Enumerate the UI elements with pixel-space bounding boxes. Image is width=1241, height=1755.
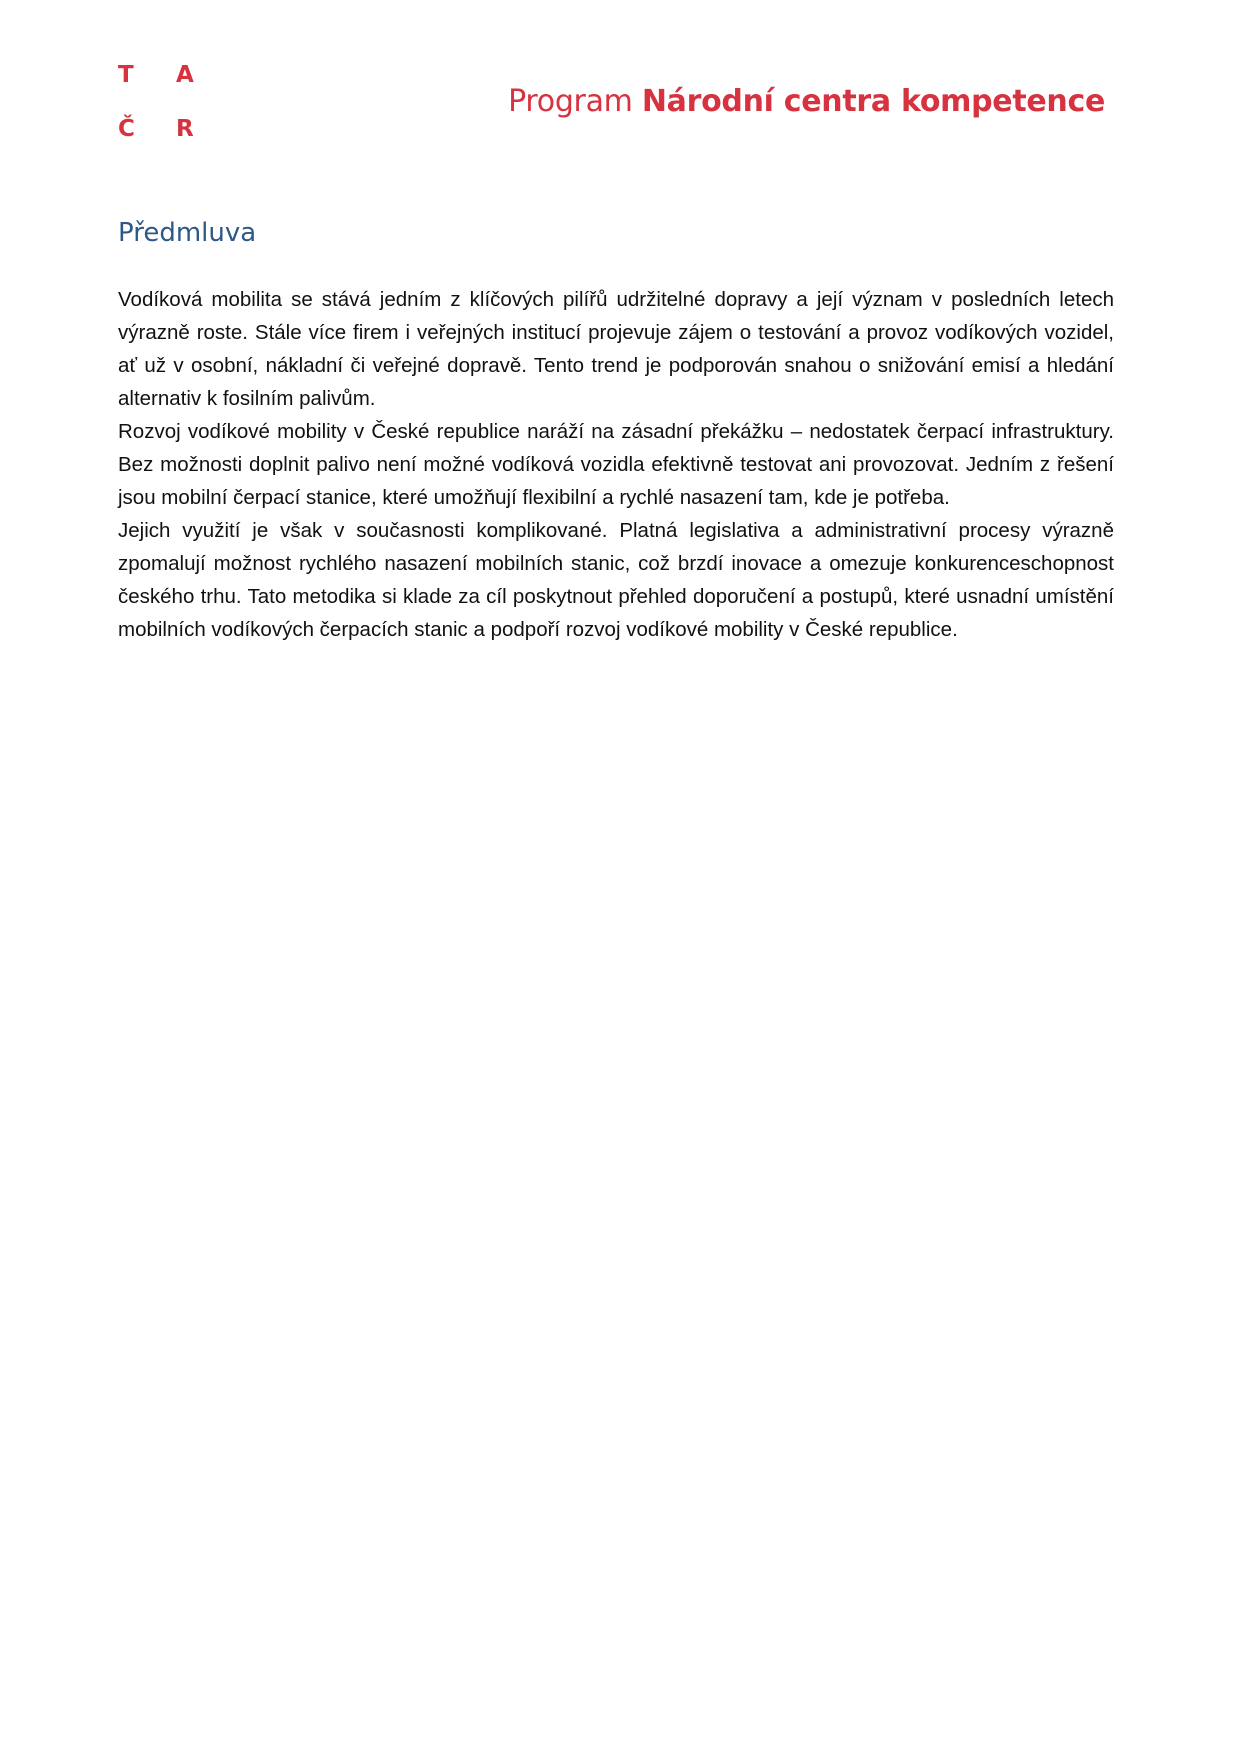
paragraph: Vodíková mobilita se stává jedním z klíčových pilířů udržitelné dopravy a její význam v posledních letech výrazně roste. Stále více firem i veřejných institucí projevuje zájem o testování a provoz vodíkových vozidel, ať už v osobní, nákladní či veřejné dopravě. Tento trend je podporován snahou o snižování emisí a hledání alternativ k fosilním palivům. xyxy=(118,288,1114,410)
logo-letter-t: T xyxy=(118,62,134,88)
logo-letter-c: Č xyxy=(118,116,135,142)
program-title xyxy=(508,84,1105,119)
page-heading: Předmluva xyxy=(118,218,257,248)
program-name: Národní centra kompetence xyxy=(641,84,1105,119)
logo-letter-a: A xyxy=(176,62,194,88)
tacr-logo xyxy=(118,60,208,150)
paragraph: Rozvoj vodíkové mobility v České republice naráží na zásadní překážku – nedostatek čerpací infrastruktury. Bez možnosti doplnit palivo není možné vodíková vozidla efektivně testovat ani provozovat. Jedním z řešení jsou mobilní čerpací stanice, které umožňují flexibilní a rychlé nasazení tam, kde je potřeba. xyxy=(118,420,1114,509)
paragraph: Jejich využití je však v současnosti komplikované. Platná legislativa a administrativní procesy výrazně zpomalují možnost rychlého nasazení mobilních stanic, což brzdí inovace a omezuje konkurenceschopnost českého trhu. Tato metodika si klade za cíl poskytnout přehled doporučení a postupů, které usnadní umístění mobilních vodíkových čerpacích stanic a podpoří rozvoj vodíkové mobility v České republice. xyxy=(118,519,1114,641)
logo-letter-r: R xyxy=(176,116,194,142)
program-prefix: Program xyxy=(508,84,633,119)
document-body xyxy=(118,283,1114,646)
